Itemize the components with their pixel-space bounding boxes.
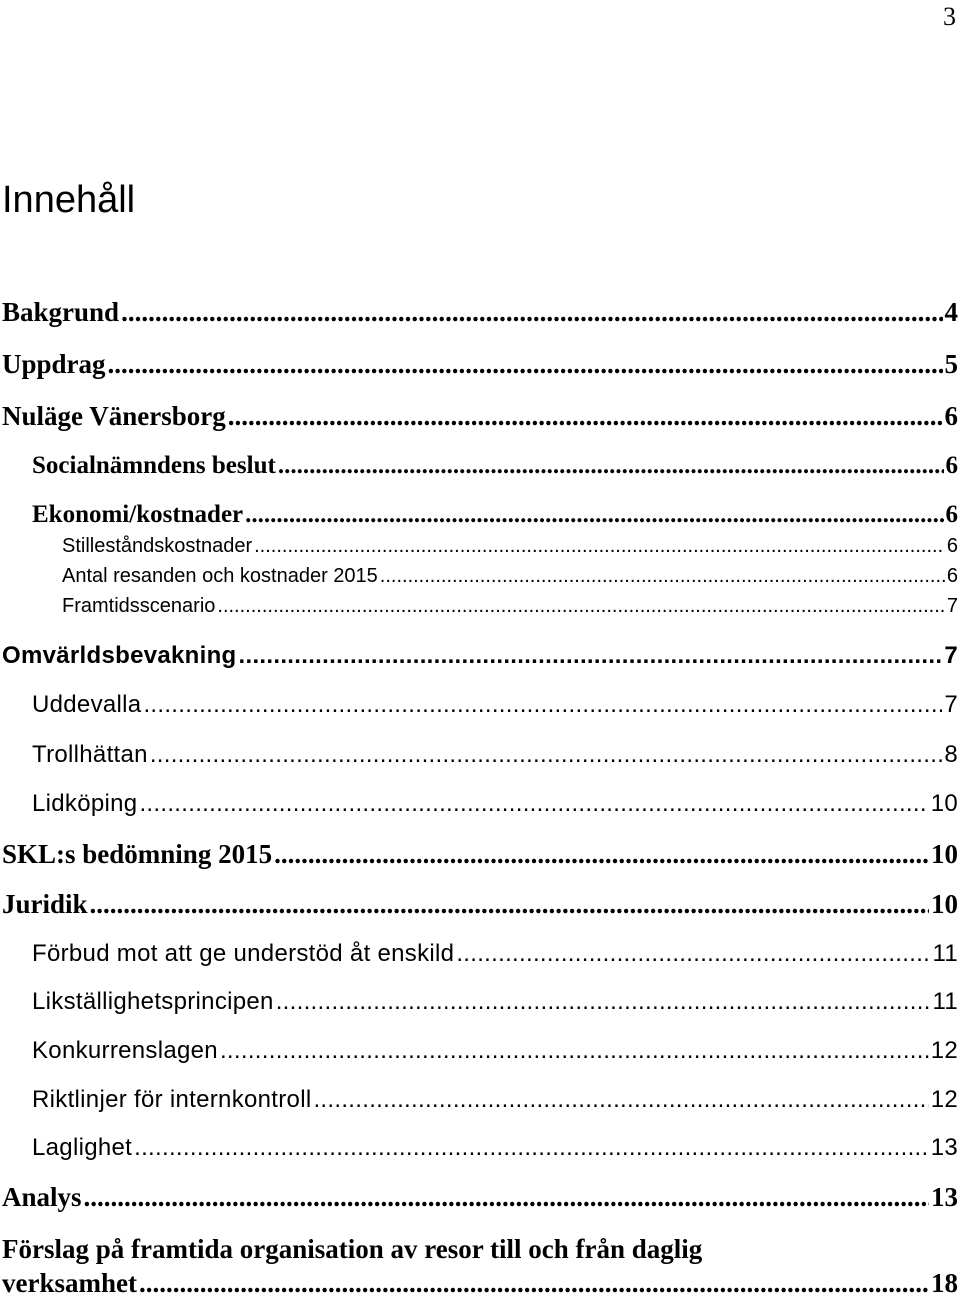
toc-entry-page: 10 <box>931 839 958 869</box>
page-number: 3 <box>943 2 956 31</box>
toc-entry-framtidsscenario[interactable] <box>2 593 958 619</box>
toc-leader-dots <box>220 1036 929 1066</box>
toc-entry-page: 4 <box>944 297 958 327</box>
toc-entry-lidkoping[interactable] <box>2 789 958 819</box>
toc-leader-dots <box>134 1133 929 1163</box>
toc-entry-page: 10 <box>931 889 958 919</box>
toc-entry-title-line2: verksamhet <box>2 1268 137 1298</box>
toc-entry-title: Uddevalla <box>32 691 142 718</box>
toc-entry-title: Uppdrag <box>2 349 106 379</box>
toc-heading: Innehåll <box>2 179 136 221</box>
toc-leader-dots <box>245 500 943 530</box>
toc-entry-page: 13 <box>931 1182 958 1212</box>
toc-entry-page: 7 <box>944 642 958 669</box>
toc-entry-page: 12 <box>930 1037 958 1064</box>
toc-entry-title: Juridik <box>2 889 88 919</box>
toc-entry-page: 10 <box>930 790 958 817</box>
toc-entry-konkurrenslagen[interactable] <box>2 1036 958 1066</box>
toc-entry-title: Omvärldsbevakning <box>2 642 237 669</box>
toc-leader-dots <box>456 939 930 969</box>
toc-leader-dots <box>313 1085 928 1115</box>
toc-leader-dots <box>380 563 945 589</box>
toc-entry-bakgrund[interactable] <box>2 296 958 328</box>
toc-entry-title: Framtidsscenario <box>62 595 216 617</box>
toc-entry-trollhattan[interactable] <box>2 740 958 770</box>
toc-entry-skl-bedomning[interactable] <box>2 838 958 870</box>
toc-entry-title: Laglighet <box>32 1134 133 1161</box>
toc-entry-omvarldsbevakning[interactable] <box>2 640 958 672</box>
toc-entry-title: Trollhättan <box>32 741 148 768</box>
toc-entry-juridik[interactable] <box>2 888 958 920</box>
toc-entry-title-line1: Förslag på framtida organisation av resor till och från daglig <box>2 1234 703 1264</box>
toc-entry-riktlinjer-internkontroll[interactable] <box>2 1085 958 1115</box>
toc-entry-antal-resanden[interactable] <box>2 563 958 589</box>
toc-entry-likstallighetsprincipen[interactable] <box>2 987 958 1017</box>
toc-entry-page: 6 <box>944 401 958 431</box>
toc-entry-title: Socialnämndens beslut <box>32 452 276 479</box>
toc-entry-title: Bakgrund <box>2 297 120 327</box>
toc-entry-forslag-framtida-organisation[interactable] <box>2 1232 958 1300</box>
toc-leader-dots <box>274 838 929 870</box>
toc-entry-page: 13 <box>930 1134 958 1161</box>
toc-entry-title: Antal resanden och kostnader 2015 <box>62 565 378 587</box>
toc-entry-nulage-vanersborg[interactable] <box>2 400 958 432</box>
toc-leader-dots <box>217 593 944 619</box>
toc-entry-page: 7 <box>944 691 958 718</box>
toc-entry-stillestandskostnader[interactable] <box>2 533 958 559</box>
toc-entry-title: Konkurrenslagen <box>32 1037 218 1064</box>
toc-leader-dots <box>90 888 929 920</box>
toc-entry-page: 6 <box>946 535 958 557</box>
toc-entry-title: Ekonomi/kostnader <box>32 501 244 528</box>
toc-entry-page: 5 <box>944 349 958 379</box>
toc-entry-page: 6 <box>946 565 958 587</box>
toc-entry-uppdrag[interactable] <box>2 348 958 380</box>
toc-entry-page: 18 <box>931 1268 958 1298</box>
toc-entry-analys[interactable] <box>2 1181 958 1213</box>
toc-leader-dots <box>143 690 942 720</box>
toc-leader-dots <box>84 1181 929 1213</box>
toc-leader-dots <box>139 789 928 819</box>
toc-leader-dots <box>139 1266 929 1300</box>
toc-entry-title: Likställighetsprincipen <box>32 988 274 1015</box>
toc-leader-dots <box>276 987 931 1017</box>
toc-entry-title: SKL:s bedömning 2015 <box>2 839 273 869</box>
toc-entry-title: Riktlinjer för internkontroll <box>32 1086 312 1113</box>
toc-entry-title-line2-row <box>2 1266 958 1300</box>
toc-entry-page: 6 <box>945 501 958 528</box>
toc-entry-forbud-understod[interactable] <box>2 939 958 969</box>
toc-entry-page: 11 <box>932 988 958 1015</box>
toc-entry-title: Stilleståndskostnader <box>62 535 253 557</box>
toc-entry-laglighet[interactable] <box>2 1133 958 1163</box>
toc-leader-dots <box>108 348 943 380</box>
toc-leader-dots <box>228 400 943 432</box>
toc-entry-page: 6 <box>945 452 958 479</box>
toc-entry-page: 12 <box>930 1086 958 1113</box>
toc-leader-dots <box>239 640 943 672</box>
toc-entry-page: 7 <box>946 595 958 617</box>
toc-entry-title: Förbud mot att ge understöd åt enskild <box>32 940 455 967</box>
toc-entry-uddevalla[interactable] <box>2 690 958 720</box>
toc-leader-dots <box>150 740 943 770</box>
toc-leader-dots <box>254 533 945 559</box>
toc-entry-title: Nuläge Vänersborg <box>2 401 226 431</box>
toc-entry-title: Analys <box>2 1182 82 1212</box>
toc-entry-page: 8 <box>944 741 958 768</box>
toc-leader-dots <box>121 296 942 328</box>
toc-leader-dots <box>278 451 944 481</box>
toc-entry-socialnamndens-beslut[interactable] <box>2 451 958 481</box>
toc-entry-page: 11 <box>932 940 958 967</box>
toc-entry-ekonomi-kostnader[interactable] <box>2 500 958 530</box>
toc-entry-title: Lidköping <box>32 790 138 817</box>
